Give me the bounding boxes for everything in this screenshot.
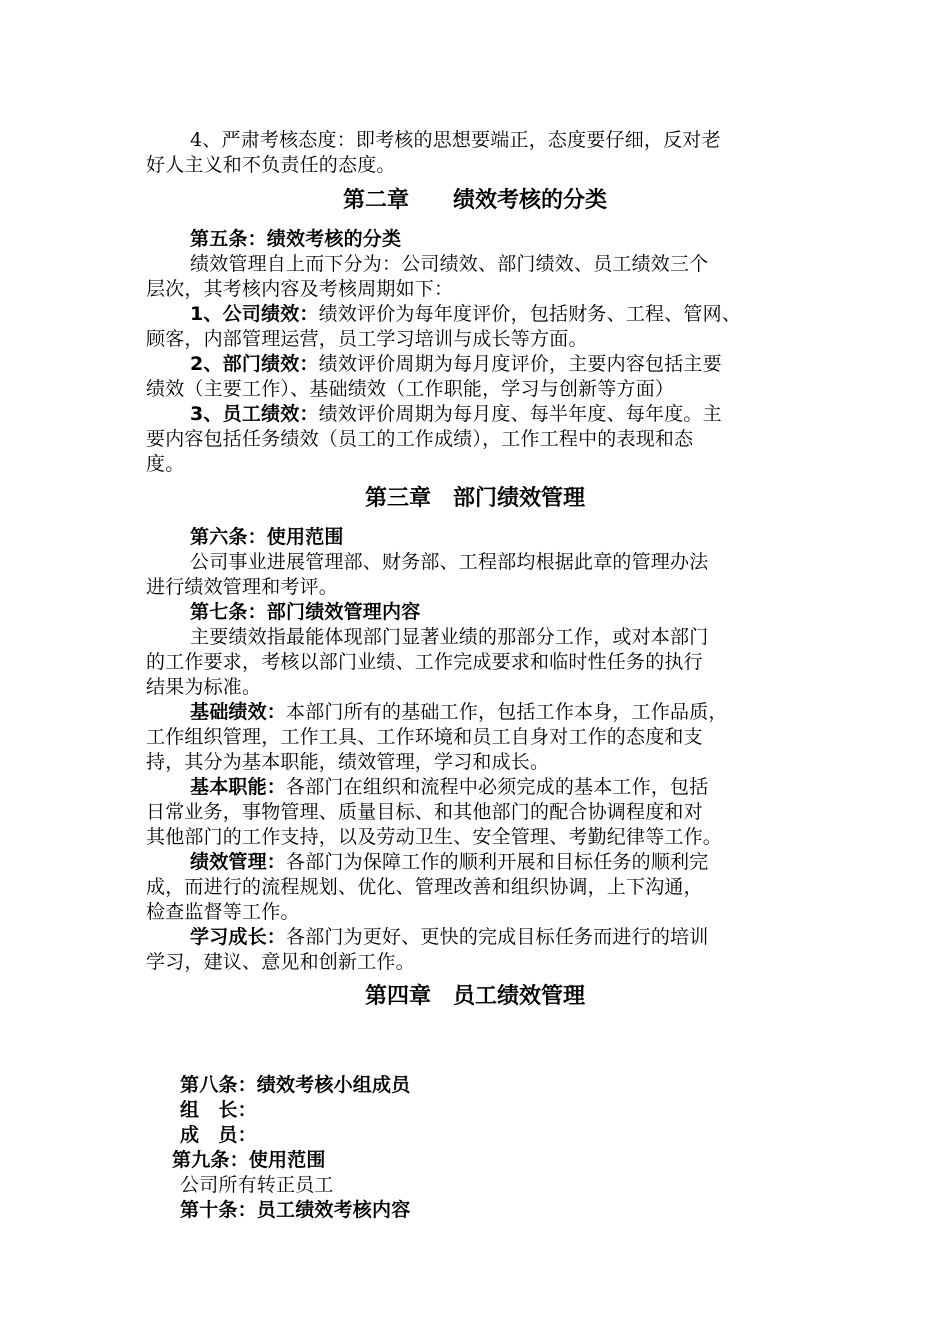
definition-item	[190, 700, 728, 724]
list-item	[190, 302, 741, 326]
member-role: 组 长：	[180, 1099, 257, 1121]
paragraph-line: 好人主义和不负责任的态度。	[146, 154, 396, 176]
article-title: 第九条：使用范围	[172, 1149, 326, 1171]
paragraph-line: 检查监督等工作。	[146, 901, 300, 923]
paragraph-line: 其他部门的工作支持，以及劳动卫生、安全管理、考勤纪律等工作。	[146, 826, 723, 848]
paragraph-line: 进行绩效管理和考评。	[146, 576, 339, 598]
paragraph-line: 持，其分为基本职能，绩效管理，学习和成长。	[146, 751, 550, 773]
term-text: 各部门为更好、更快的完成目标任务而进行的培训	[286, 926, 709, 948]
definition-item	[190, 775, 708, 799]
paragraph-line: 绩效管理自上而下分为：公司绩效、部门绩效、员工绩效三个	[190, 253, 709, 275]
paragraph-line: 要内容包括任务绩效（员工的工作成绩），工作工程中的表现和态	[146, 428, 694, 450]
paragraph-line: 层次，其考核内容及考核周期如下：	[146, 278, 454, 300]
paragraph-line: 日常业务，事物管理、质量目标、和其他部门的配合协调程度和对	[146, 801, 703, 823]
chapter-heading: 第四章 员工绩效管理	[364, 984, 585, 1009]
item-text: 绩效评价周期为每月度评价，主要内容包括主要	[318, 353, 722, 375]
item-text: 绩效评价为每年度评价，包括财务、工程、管网、	[318, 303, 742, 325]
definition-item	[190, 925, 708, 949]
paragraph-line: 学习，建议、意见和创新工作。	[146, 951, 415, 973]
paragraph-line: 度。	[146, 453, 185, 475]
article-title: 第十条：员工绩效考核内容	[180, 1199, 411, 1221]
term-text: 各部门在组织和流程中必须完成的基本工作，包括	[286, 776, 709, 798]
item-text: 绩效评价周期为每月度、每半年度、每年度。主	[318, 403, 722, 425]
article-title: 第七条：部门绩效管理内容	[190, 601, 421, 623]
member-role: 成 员：	[180, 1124, 257, 1146]
paragraph-line: 主要绩效指最能体现部门显著业绩的那部分工作，或对本部门	[190, 626, 709, 648]
item-label: 3、员工绩效：	[190, 403, 319, 425]
item-label: 2、部门绩效：	[190, 353, 319, 375]
paragraph-line: 4、严肃考核态度：即考核的思想要端正，态度要仔细，反对老	[190, 129, 721, 151]
paragraph-line: 的工作要求，考核以部门业绩、工作完成要求和临时性任务的执行	[146, 651, 703, 673]
list-item	[190, 402, 722, 426]
term-text: 本部门所有的基础工作，包括工作本身，工作品质，	[286, 701, 728, 723]
term-label: 学习成长：	[190, 926, 287, 948]
term-label: 基础绩效：	[190, 701, 287, 723]
definition-item	[190, 850, 708, 874]
list-item	[190, 352, 722, 376]
chapter-heading: 第二章 绩效考核的分类	[342, 188, 607, 213]
chapter-heading: 第三章 部门绩效管理	[364, 486, 585, 511]
paragraph-line: 工作组织管理，工作工具、工作环境和员工自身对工作的态度和支	[146, 726, 703, 748]
paragraph-line: 绩效（主要工作）、基础绩效（工作职能，学习与创新等方面）	[146, 378, 675, 400]
paragraph-line: 公司事业进展管理部、财务部、工程部均根据此章的管理办法	[190, 551, 709, 573]
item-label: 1、公司绩效：	[190, 303, 319, 325]
paragraph-line: 公司所有转正员工	[180, 1174, 334, 1196]
term-text: 各部门为保障工作的顺利开展和目标任务的顺利完	[286, 851, 709, 873]
term-label: 绩效管理：	[190, 851, 287, 873]
paragraph-line: 成，而进行的流程规划、优化、管理改善和组织协调，上下沟通，	[146, 876, 703, 898]
article-title: 第八条：绩效考核小组成员	[180, 1074, 411, 1096]
article-title: 第五条：绩效考核的分类	[190, 228, 402, 250]
term-label: 基本职能：	[190, 776, 287, 798]
paragraph-line: 顾客，内部管理运营，员工学习培训与成长等方面。	[146, 328, 588, 350]
paragraph-line: 结果为标准。	[146, 676, 262, 698]
article-title: 第六条：使用范围	[190, 526, 344, 548]
